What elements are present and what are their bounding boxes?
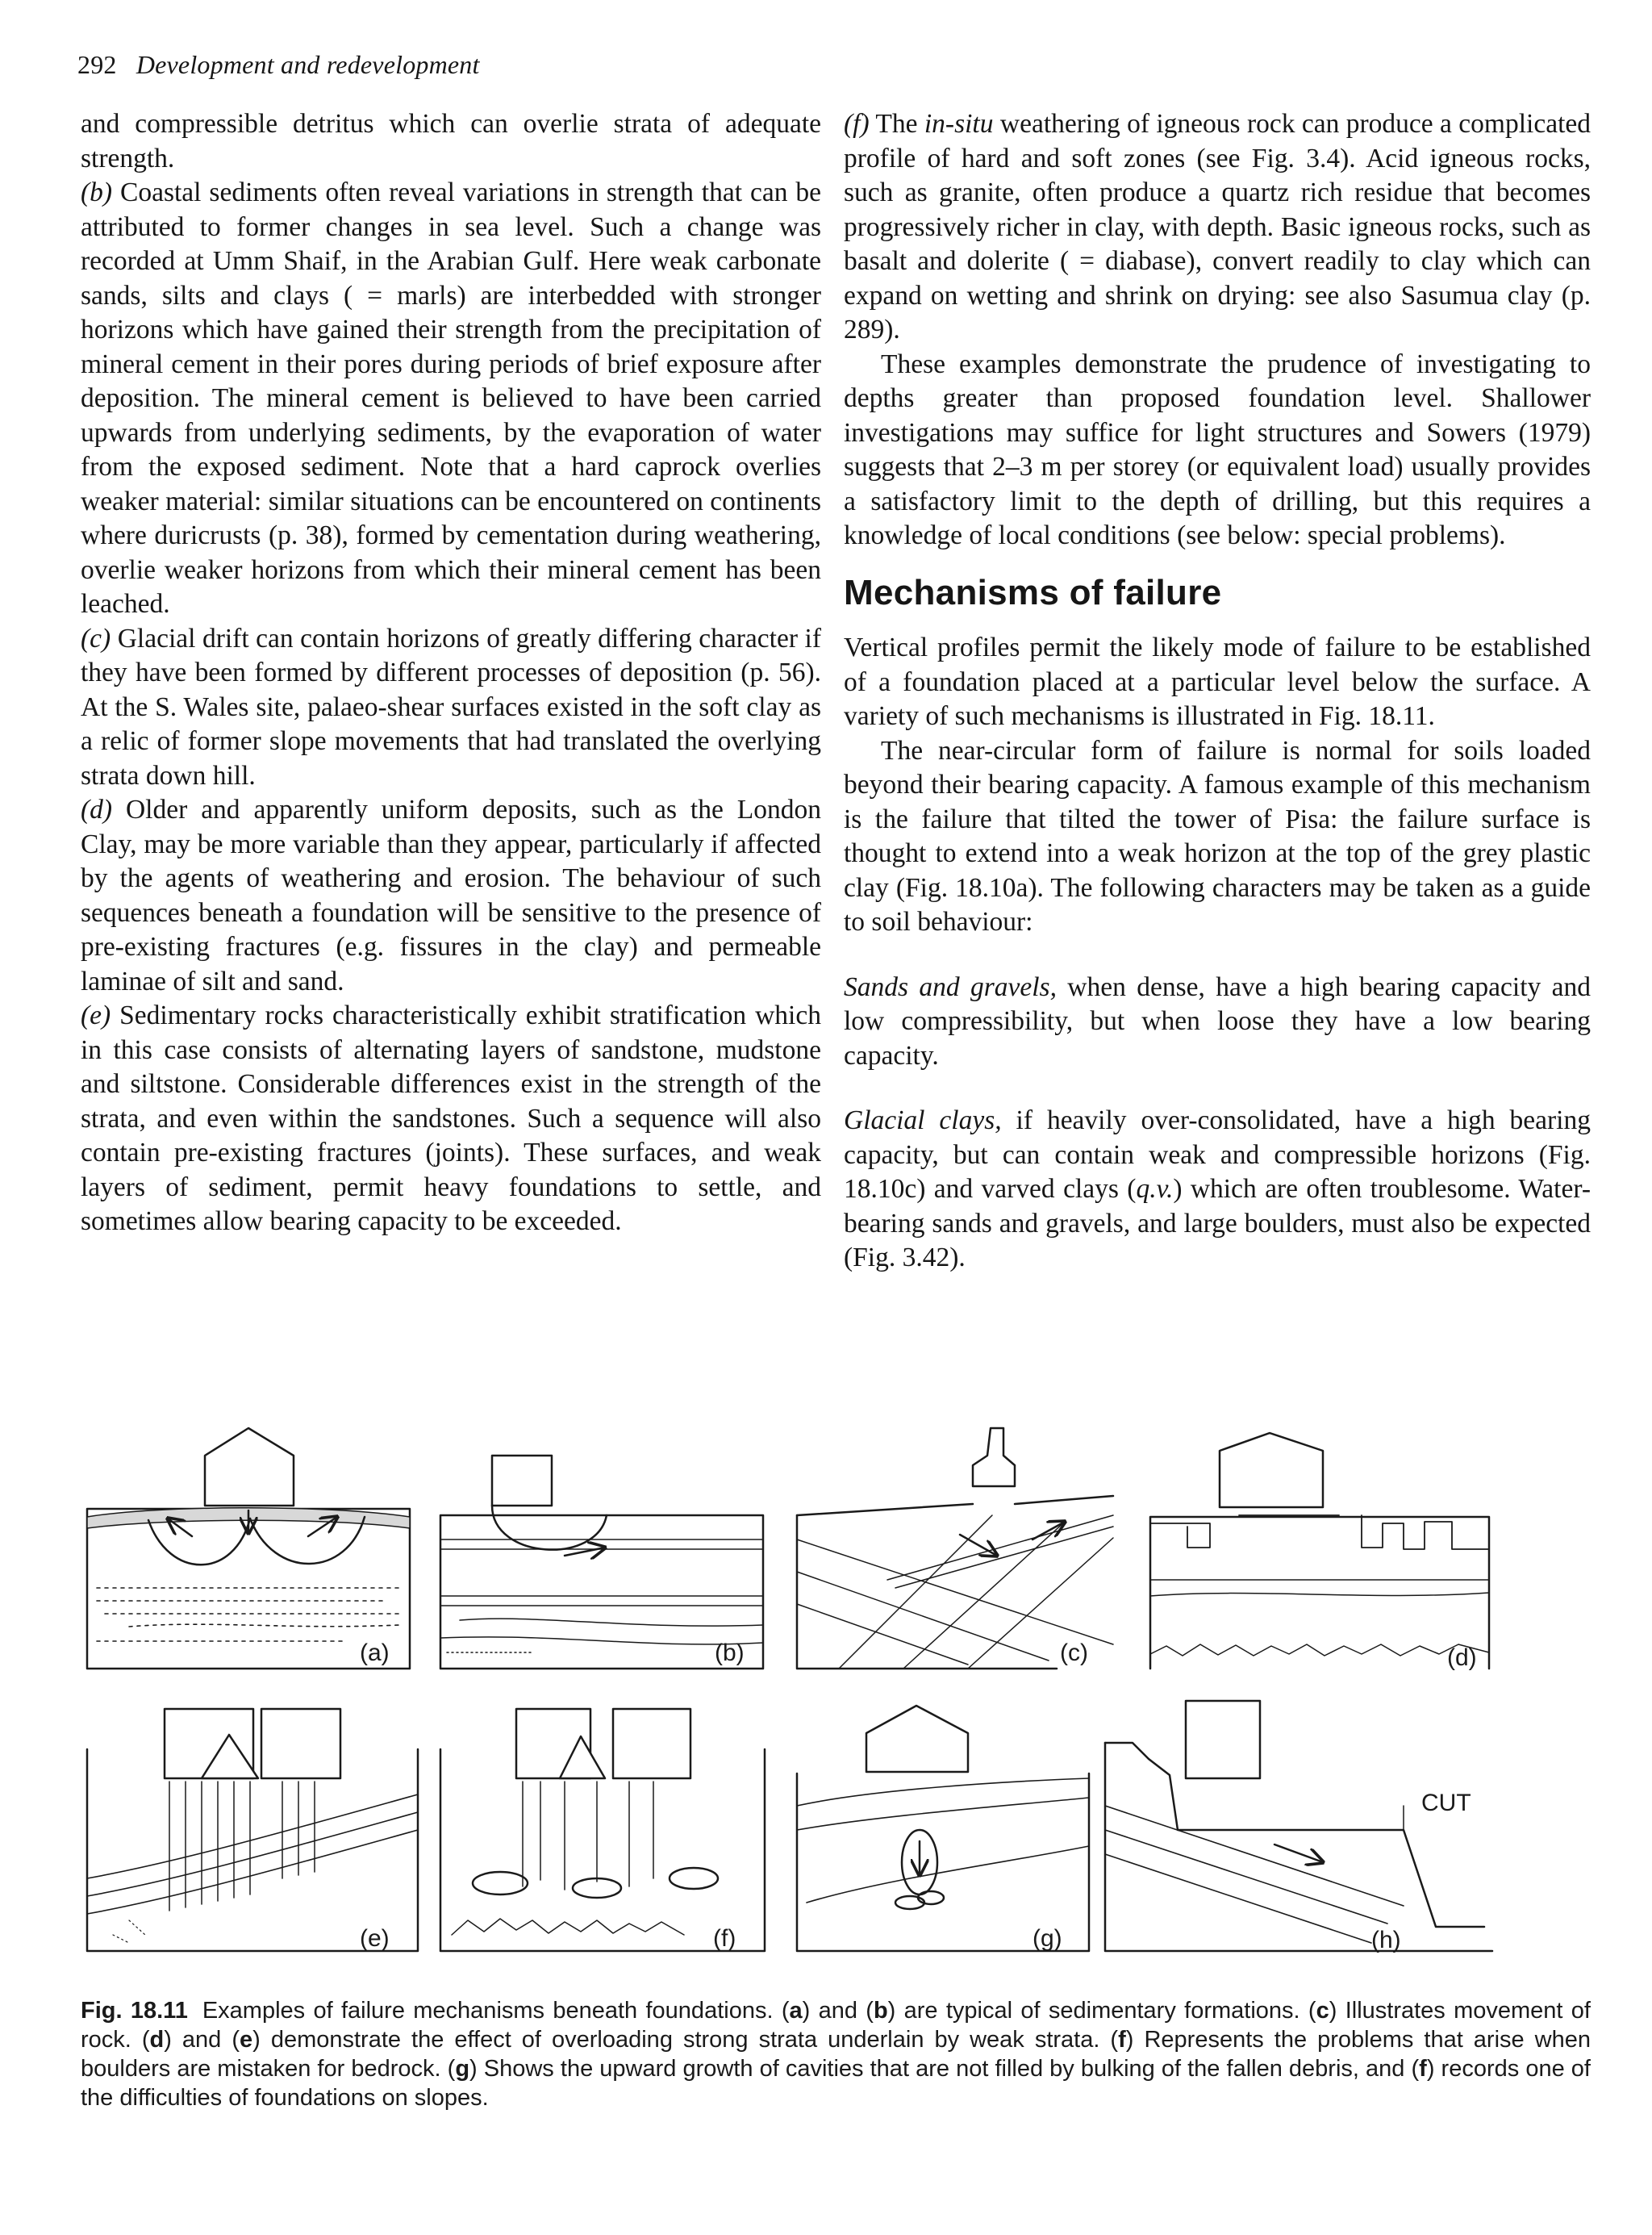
panel-d bbox=[1150, 1433, 1489, 1671]
panel-h bbox=[1105, 1701, 1492, 1953]
panel-label-b: (b) bbox=[715, 1640, 745, 1666]
item-label-f: (f) bbox=[844, 109, 870, 139]
panel-c bbox=[797, 1428, 1113, 1669]
figure-18-11 bbox=[81, 1427, 1591, 1978]
paragraph-e: (e) Sedimentary rocks characteristically exhibit stratification which in this case consists of alternating layers of sandstone, mudstone and siltstone. Considerable differences exist in the strength of the strata, and even within the sandstones. Such a sequence will also contain pre-existing fractures (joints). These surfaces, and weak layers of sediment, permit heavy foundations to settle, and sometimes allow bearing capacity to be exceeded. bbox=[81, 1001, 821, 1236]
section-heading: Mechanisms of failure bbox=[844, 572, 1222, 612]
term-sands-gravels: Sands and gravels, bbox=[844, 971, 1057, 1002]
panel-a bbox=[87, 1428, 410, 1669]
cut-label: CUT bbox=[1421, 1790, 1471, 1816]
page-number: 292 bbox=[77, 50, 117, 79]
paragraph-examples: These examples demonstrate the prudence of investigating to depths greater than proposed foundation level. Shallower investigations may suffice for light structures and Sowers (1979) suggests that 2–3 m per storey (or equivalent load) usually provides a satisfactory limit to the depth of drilling, but this requires a knowledge of local conditions (see below: special problems). bbox=[844, 349, 1591, 550]
figure-caption: Fig. 18.11 Examples of failure mechanisms beneath foundations. (a) and (b) are typical of sedimentary formations. (c) Illustrates movement of rock. (d) and (e) demonstrate the effect of overloading strong strata underlain by weak strata. (f) Represents the problems that arise when boulders are mistaken for bedrock. (g) Shows the upward growth of cavities that are not filled by bulking of the fallen debris, and (f) records one of the difficulties of foundations on slopes. bbox=[81, 1998, 1591, 2111]
panel-label-a: (a) bbox=[360, 1640, 390, 1666]
panel-label-f: (f) bbox=[713, 1925, 736, 1952]
panel-f bbox=[440, 1709, 765, 1952]
paragraph-glacial-clays: Glacial clays, if heavily over-consolidated, have a high bearing capacity, but can contain weak and compressible horizons (Fig. 18.10c) and varved clays (q.v.) which are often troublesome. Water-bearing sands and gravels, and large boulders, must also be expected (Fig. 3.42). bbox=[844, 1105, 1591, 1272]
panel-label-c: (c) bbox=[1060, 1640, 1088, 1666]
panel-e bbox=[87, 1709, 418, 1952]
panel-label-g: (g) bbox=[1032, 1925, 1062, 1952]
paragraph-sands-gravels: Sands and gravels, when dense, have a high bearing capacity and low compressibility, but when loose they have a low bearing capacity. bbox=[844, 971, 1591, 1071]
panel-label-d: (d) bbox=[1447, 1644, 1477, 1671]
item-label-c: (c) bbox=[81, 623, 111, 654]
item-label-b: (b) bbox=[81, 178, 113, 207]
item-label-d: (d) bbox=[81, 795, 113, 825]
item-label-e: (e) bbox=[81, 1001, 111, 1030]
panel-b bbox=[440, 1456, 763, 1669]
paragraph-continued: and compressible detritus which can overlie strata of adequate strength. bbox=[81, 109, 821, 173]
panel-label-h: (h) bbox=[1371, 1927, 1401, 1953]
right-column bbox=[844, 107, 1591, 1276]
panel-label-e: (e) bbox=[360, 1925, 390, 1952]
paragraph-c: (c) Glacial drift can contain horizons of greatly differing character if they have been formed by different processes of deposition (p. 56). At the S. Wales site, palaeo-shear surfaces existed in the soft clay as a relic of former slope movements that had translated the overlying strata down hill. bbox=[81, 623, 821, 791]
page-header bbox=[77, 50, 480, 80]
term-glacial-clays: Glacial clays, bbox=[844, 1105, 1002, 1135]
paragraph-d: (d) Older and apparently uniform deposits, such as the London Clay, may be more variable than they appear, particularly if affected by the agents of weathering and erosion. The behaviour of such sequences beneath a foundation will be sensitive to the presence of pre-existing fractures (e.g. fissures in the clay) and permeable laminae of silt and sand. bbox=[81, 795, 821, 996]
caption-label: Fig. 18.11 bbox=[81, 1998, 188, 2024]
paragraph-f: (f) The in-situ weathering of igneous rock can produce a complicated profile of hard and soft zones (see Fig. 3.4). Acid igneous rocks, such as granite, often produce a quartz rich residue that becomes progressively richer in clay, with depth. Basic igneous rocks, such as basalt and dolerite ( = diabase), convert readily to clay which can expand on wetting and shrink on drying: see also Sasumua clay (p. 289). bbox=[844, 109, 1591, 345]
left-column bbox=[81, 107, 821, 1239]
paragraph-b: (b) Coastal sediments often reveal variations in strength that can be attributed to former changes in sea level. Such a change was recorded at Umm Shaif, in the Arabian Gulf. Here weak carbonate sands, silts and clays ( = marls) are interbedded with stronger horizons which have gained their strength from the precipitation of mineral cement in their pores during periods of brief exposure after deposition. The mineral cement is believed to have been carried upwards from underlying sediments, by the evaporation of water from the exposed sediment. Note that a hard caprock overlies weaker material: similar situations can be encountered on continents where duricrusts (p. 38), formed by cementation during weathering, overlie weaker horizons from which their mineral cement has been leached. bbox=[81, 178, 821, 619]
paragraph-near-circular: The near-circular form of failure is normal for soils loaded beyond their bearing capacity. A famous example of this mechanism is the failure that tilted the tower of Pisa: the failure surface is thought to extend into a weak horizon at the top of the grey plastic clay (Fig. 18.10a). The following characters may be taken as a guide to soil behaviour: bbox=[844, 735, 1591, 937]
running-title: Development and redevelopment bbox=[136, 50, 480, 79]
paragraph-vertical-profiles: Vertical profiles permit the likely mode of failure to be established of a foundation placed at a particular level below the surface. A variety of such mechanisms is illustrated in Fig. 18.11. bbox=[844, 633, 1591, 731]
panel-g bbox=[797, 1706, 1089, 1952]
